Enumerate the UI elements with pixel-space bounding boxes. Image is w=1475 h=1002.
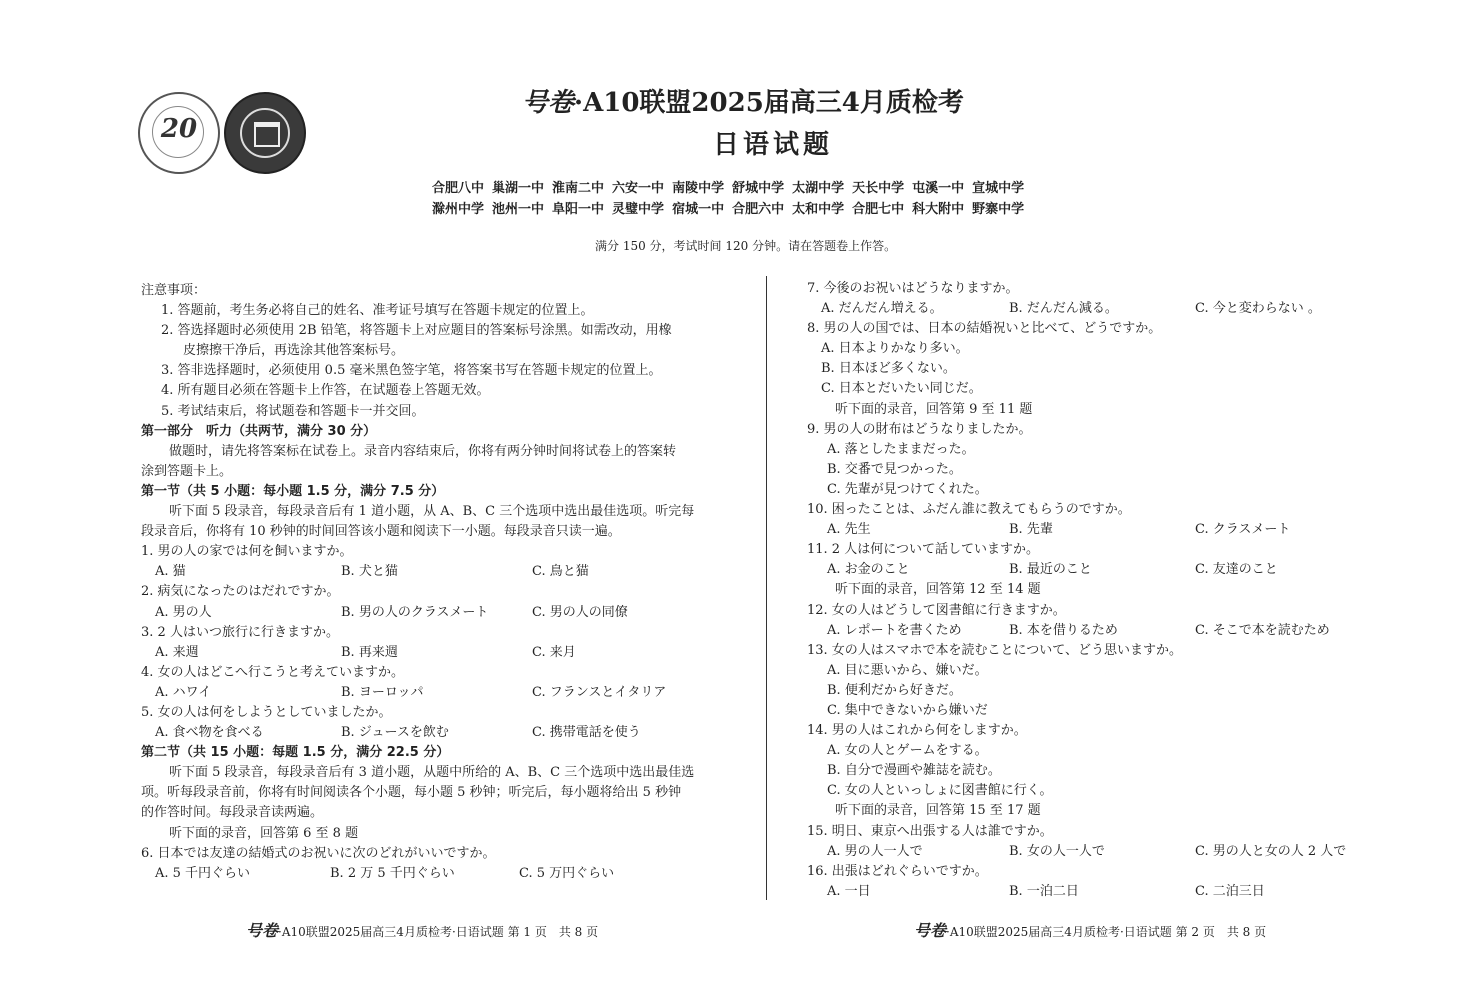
section1-title: 第一节（共 5 小题：每小题 1.5 分，满分 7.5 分） [141,483,445,499]
section2-intro: 的作答时间。每段录音读两遍。 [141,805,324,821]
question-10: 10. 困ったことは、ふだん誰に教えてもらうのですか。 [807,502,1131,518]
school-name: 野寨中学 [972,202,1025,217]
footer-brand: 号卷 [914,921,947,940]
option-a[interactable]: A. だんだん増える。 [821,301,943,317]
option-c[interactable]: C. 男の人の同僚 [532,604,628,620]
option-a[interactable]: A. 落としたままだった。 [827,441,975,457]
exam-title-text: ·A10联盟2025届高三4月质检考 [574,88,964,118]
school-name: 合肥六中 [732,202,785,217]
school-name: 池州一中 [492,202,545,217]
question-3: 3. 2 人はいつ旅行に行きますか。 [141,624,339,640]
option-c[interactable]: C. クラスメート [1195,522,1291,538]
school-name: 太湖中学 [792,181,845,196]
option-c[interactable]: C. 5 万円ぐらい [519,865,615,881]
option-a[interactable]: A. 日本よりかなり多い。 [821,341,969,357]
question-5-options [141,723,741,743]
question-9: 9. 男の人の財布はどうなりましたか。 [807,421,1032,437]
option-b[interactable]: B. 女の人一人で [1009,843,1105,859]
option-a[interactable]: A. 男の人 [155,604,212,620]
section2-title: 第二节（共 15 小题：每题 1.5 分，满分 22.5 分） [141,745,450,761]
page-footer-right [914,918,1266,941]
part1-title: 第一部分 听力（共两节，满分 30 分） [141,423,377,439]
question-15-options [807,842,1367,862]
question-7-options [807,299,1367,319]
school-name: 淮南二中 [552,181,605,196]
option-b[interactable]: B. 一泊二日 [1009,883,1079,899]
question-12-options [807,621,1367,641]
option-c[interactable]: C. 先輩が見つけてくれた。 [827,481,988,497]
question-7: 7. 今後のお祝いはどうなりますか。 [807,281,1019,296]
option-b[interactable]: B. 日本ほど多くない。 [821,361,956,377]
school-name: 南陵中学 [672,181,725,196]
option-c[interactable]: C. 今と変わらない 。 [1195,301,1321,317]
school-name: 屯溪一中 [912,181,965,196]
option-b[interactable]: B. ヨーロッパ [341,684,424,700]
exam-note: 满分 150 分，考试时间 120 分钟。请在答题卷上作答。 [595,239,897,253]
school-list-row-2 [432,198,1032,217]
notice-item: 3. 答非选择题时，必须使用 0.5 毫米黑色签字笔，将答案书写在答题卡规定的位置上。 [161,363,662,379]
right-column [807,279,1367,902]
notice-item: 5. 考试结束后，将试题卷和答题卡一并交回。 [161,403,425,419]
section2-intro: 项。听每段录音前，你将有时间阅读各个小题，每小题 5 秒钟；听完后，每小题将给出 5 秒钟 [141,785,682,801]
option-c[interactable]: C. 鳥と猫 [532,564,589,580]
question-5: 5. 女の人は何をしようとしていましたか。 [141,704,392,720]
notice-title: 注意事项： [141,283,207,298]
column-divider [766,276,767,900]
alliance-logo-number: 20 [160,114,198,144]
question-10-options [807,520,1367,540]
option-b[interactable]: B. 便利だから好きだ。 [827,682,962,698]
recording-instruction: 听下面的录音，回答第 12 至 14 题 [835,582,1041,598]
question-4-options [141,683,741,703]
footer-text: ·A10联盟2025届高三4月质检考·日语试题 第 1 页 共 8 页 [278,925,599,939]
question-1: 1. 男の人の家では何を飼いますか。 [141,544,353,560]
option-c[interactable]: C. 携帯電話を使う [532,725,641,741]
question-6: 6. 日本では友達の結婚式のお祝いに次のどれがいいですか。 [141,845,496,861]
exam-title [522,82,964,119]
question-2: 2. 病気になったのはだれですか。 [141,584,340,600]
recording-instruction: 听下面的录音，回答第 6 至 8 题 [169,825,359,841]
option-b[interactable]: B. 2 万 5 千円ぐらい [330,865,455,881]
option-c[interactable]: C. 友達のこと [1195,562,1278,578]
part1-intro: 涂到答题卡上。 [141,463,233,479]
option-a[interactable]: A. 先生 [827,522,871,538]
school-name: 灵璧中学 [612,202,665,217]
option-b[interactable]: B. 本を借りるため [1009,622,1118,638]
school-name: 六安一中 [612,181,665,196]
option-c[interactable]: C. 集中できないから嫌いだ [827,702,988,718]
alliance-logo [138,92,220,174]
option-b[interactable]: B. 最近のこと [1009,562,1092,578]
notice-item: 皮擦擦干净后，再选涂其他答案标号。 [183,343,405,359]
school-name: 天长中学 [852,181,905,196]
school-name: 合肥七中 [852,202,905,217]
option-a[interactable]: A. 5 千円ぐらい [155,865,251,881]
option-b[interactable]: B. 男の人のクラスメート [341,604,489,620]
option-a[interactable]: A. 目に悪いから、嫌いだ。 [827,662,988,678]
question-16: 16. 出張はどれぐらいですか。 [807,863,988,879]
question-13: 13. 女の人はスマホで本を読むことについて、どう思いますか。 [807,642,1183,658]
education-logo [224,92,306,174]
notice-item: 2. 答选择题时必须使用 2B 铅笔，将答题卡上对应题目的答案标号涂黑。如需改动，用橡 [161,323,672,339]
question-14: 14. 男の人はこれから何をしますか。 [807,723,1027,739]
school-name: 滁州中学 [432,202,485,217]
question-2-options [141,603,741,623]
question-11-options [807,560,1367,580]
school-name: 宣城中学 [972,181,1025,196]
option-b[interactable]: B. ジュースを飲む [341,725,449,741]
option-b[interactable]: B. だんだん減る。 [1009,301,1118,317]
option-a[interactable]: A. レポートを書くため [827,622,962,638]
option-c[interactable]: C. 日本とだいたい同じだ。 [821,381,982,397]
option-b[interactable]: B. 先輩 [1009,522,1053,538]
footer-text: ·A10联盟2025届高三4月质检考·日语试题 第 2 页 共 8 页 [946,925,1267,939]
option-a[interactable]: A. 食べ物を食べる [155,725,264,741]
question-11: 11. 2 人は何について話していますか。 [807,542,1039,558]
school-list-row-1 [432,177,1032,196]
question-15: 15. 明日、東京へ出張する人は誰ですか。 [807,823,1053,839]
question-4: 4. 女の人はどこへ行こうと考えていますか。 [141,664,405,680]
option-a[interactable]: A. お金のこと [827,562,910,578]
option-c[interactable]: C. 来月 [532,644,576,660]
option-a[interactable]: A. 一日 [827,883,871,899]
school-name: 科大附中 [912,202,965,217]
footer-brand: 号卷 [246,921,279,940]
left-column [141,281,741,884]
page-footer-left [246,918,598,941]
question-1-options [141,562,741,582]
option-b[interactable]: B. 犬と猫 [341,564,398,580]
school-name: 太和中学 [792,202,845,217]
option-a[interactable]: A. 猫 [155,564,186,580]
school-name: 宿城一中 [672,202,725,217]
question-12: 12. 女の人はどうして図書館に行きますか。 [807,602,1066,618]
school-name: 巢湖一中 [492,181,545,196]
option-b[interactable]: B. 交番で見つかった。 [827,461,962,477]
subject-title: 日语试题 [713,130,834,160]
section2-intro: 听下面 5 段录音，每段录音后有 3 道小题，从题中所给的 A、B、C 三个选项中选出最佳选 [169,765,695,781]
option-a[interactable]: A. 男の人一人で [827,843,923,859]
school-name: 合肥八中 [432,181,485,196]
section1-intro: 段录音后，你将有 10 秒钟的时间回答该小题和阅读下一小题。每段录音只读一遍。 [141,524,621,540]
question-8: 8. 男の人の国では、日本の結婚祝いと比べて、どうですか。 [807,321,1162,337]
notice-item: 4. 所有题目必须在答题卡上作答，在试题卷上答题无效。 [161,383,490,399]
brand-mark: 号卷 [522,88,575,118]
school-name: 阜阳一中 [552,202,605,217]
option-c[interactable]: C. 男の人と女の人 2 人で [1195,843,1347,859]
question-16-options [807,882,1367,902]
recording-instruction: 听下面的录音，回答第 15 至 17 题 [835,803,1041,819]
option-c[interactable]: C. フランスとイタリア [532,684,667,700]
option-a[interactable]: A. 来週 [155,644,199,660]
option-b[interactable]: B. 再来週 [341,644,398,660]
section1-intro: 听下面 5 段录音，每段录音后有 1 道小题，从 A、B、C 三个选项中选出最佳选项。听完每 [169,504,695,520]
option-b[interactable]: B. 自分で漫画や雑誌を読む。 [827,763,1001,779]
option-a[interactable]: A. ハワイ [155,684,212,700]
notice-item: 1. 答题前，考生务必将自己的姓名、准考证号填写在答题卡规定的位置上。 [161,303,594,319]
question-6-options [141,864,741,884]
recording-instruction: 听下面的录音，回答第 9 至 11 题 [835,401,1033,417]
option-c[interactable]: C. 二泊三日 [1195,883,1265,899]
option-a[interactable]: A. 女の人とゲームをする。 [827,743,988,759]
option-c[interactable]: C. 女の人といっしょに図書館に行く。 [827,783,1053,799]
part1-intro: 做题时，请先将答案标在试卷上。录音内容结束后，你将有两分钟时间将试卷上的答案转 [169,443,677,459]
question-3-options [141,643,741,663]
school-name: 舒城中学 [732,181,785,196]
option-c[interactable]: C. そこで本を読むため [1195,622,1330,638]
